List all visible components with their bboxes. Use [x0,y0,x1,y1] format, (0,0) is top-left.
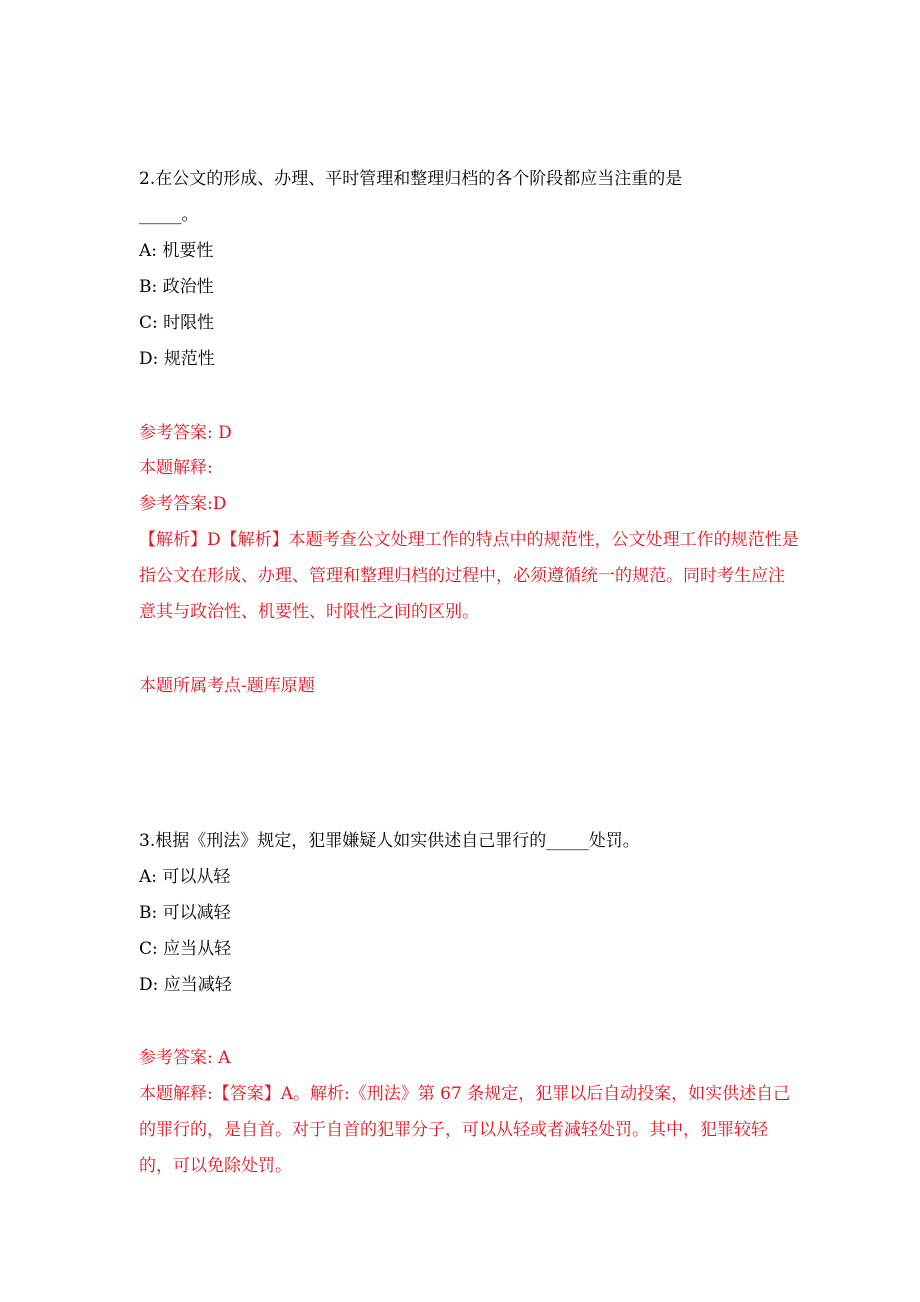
question-2-answer-repeat: 参考答案:D [139,494,227,514]
question-2-option-c: C: 时限性 [139,313,215,333]
question-2-source: 本题所属考点-题库原题 [139,676,315,696]
question-3-text: 3.根据《刑法》规定，犯罪嫌疑人如实供述自己罪行的_____处罚。 [139,831,640,851]
question-3-option-c: C: 应当从轻 [139,939,232,959]
question-2-option-d: D: 规范性 [139,349,215,369]
question-3-option-b: B: 可以减轻 [139,903,231,923]
question-2-analysis: 【解析】D【解析】本题考查公文处理工作的特点中的规范性，公文处理工作的规范性是指公文在形成、办理、管理和整理归档的过程中，必须遵循统一的规范。同时考生应注意其与政治性、机要性、时限性之间的区别。 [139,530,799,622]
question-2-text-line1: 2.在公文的形成、办理、平时管理和整理归档的各个阶段都应当注重的是 [139,169,683,189]
question-2-option-a: A: 机要性 [139,241,214,261]
question-2-text-line2: _____。 [139,205,199,225]
question-3-option-a: A: 可以从轻 [139,867,231,887]
question-2-option-b: B: 政治性 [139,277,214,297]
question-3-explanation: 本题解释:【答案】A。解析:《刑法》第 67 条规定，犯罪以后自动投案，如实供述自己的罪行的，是自首。对于自首的犯罪分子，可以从轻或者减轻处罚。其中，犯罪较轻的，可以免除处罚。 [139,1084,791,1176]
question-3-answer: 参考答案: A [139,1048,231,1068]
question-2-explanation-label: 本题解释: [139,458,213,478]
question-2-answer: 参考答案: D [139,423,232,443]
question-3-option-d: D: 应当减轻 [139,975,232,995]
